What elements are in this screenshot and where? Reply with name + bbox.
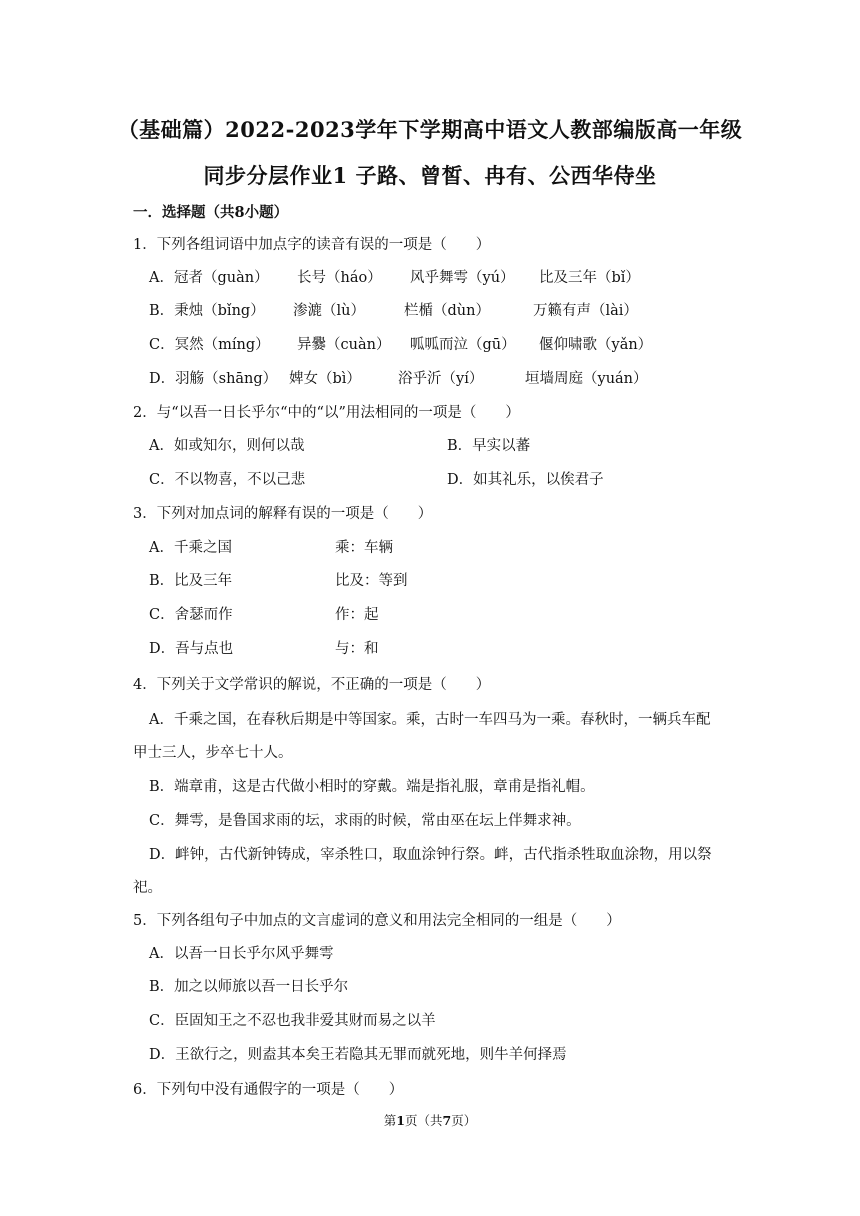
footer-mid: 页（共 bbox=[404, 1113, 443, 1128]
q4-option-b: B．端章甫，这是古代做小相时的穿戴。端是指礼服，章甫是指礼帽。 bbox=[149, 779, 595, 795]
q1-option-b-item-3: 栏楯（dùn） bbox=[404, 303, 490, 319]
q4-option-a-line-1: A．千乘之国，在春秋后期是中等国家。乘，古时一车四马为一乘。春秋时，一辆兵车配 bbox=[149, 712, 711, 728]
q4-option-d-line-2: 祀。 bbox=[133, 880, 162, 896]
question-4-stem: 4．下列关于文学常识的解说，不正确的一项是（ ） bbox=[133, 677, 491, 693]
q5-option-b: B．加之以师旅以吾一日长乎尔 bbox=[149, 979, 349, 995]
q1-option-d-item-2: 婢女（bì） bbox=[289, 371, 361, 387]
question-2-stem: 2．与“以吾一日长乎尔“中的“以”用法相同的一项是（ ） bbox=[133, 405, 520, 421]
q4-option-c: C．舞雩，是鲁国求雨的坛，求雨的时候，常由巫在坛上伴舞求神。 bbox=[149, 813, 581, 829]
page-footer bbox=[0, 1111, 860, 1129]
document-title-line-1: （基础篇）2022-2023学年下学期高中语文人教部编版高一年级 bbox=[117, 117, 743, 142]
q1-option-c-item-4: 偃仰啸歌（yǎn） bbox=[539, 337, 653, 353]
q1-option-c-item-3: 呱呱而泣（gū） bbox=[410, 337, 516, 353]
q4-option-a-line-2: 甲士三人，步卒七十人。 bbox=[133, 745, 293, 761]
q1-option-a-item-1: A．冠者（guàn） bbox=[149, 270, 269, 286]
q1-option-c-item-1: C．冥然（míng） bbox=[149, 337, 270, 353]
q1-option-b-item-4: 万籁有声（lài） bbox=[533, 303, 638, 319]
q2-option-a: A．如或知尔，则何以哉 bbox=[149, 438, 305, 454]
q3-option-a-gloss: 乘：车辆 bbox=[335, 540, 393, 556]
footer-prefix: 第 bbox=[383, 1113, 397, 1128]
q1-option-d-item-3: 浴乎沂（yí） bbox=[398, 371, 484, 387]
q3-option-d-term: D．吾与点也 bbox=[149, 641, 234, 657]
footer-page-number: 1 bbox=[396, 1113, 405, 1128]
question-6-stem: 6．下列句中没有通假字的一项是（ ） bbox=[133, 1082, 404, 1098]
q1-option-a-item-2: 长号（háo） bbox=[297, 270, 382, 286]
q3-option-b-term: B．比及三年 bbox=[149, 573, 233, 589]
q3-option-b-gloss: 比及：等到 bbox=[335, 573, 408, 589]
document-title-line-2: 同步分层作业1 子路、曾皙、冉有、公西华侍坐 bbox=[203, 163, 657, 188]
q1-option-b-item-1: B．秉烛（bǐng） bbox=[149, 303, 265, 319]
q1-option-c-item-2: 异爨（cuàn） bbox=[297, 337, 391, 353]
q1-option-a-item-3: 风乎舞雩（yú） bbox=[410, 270, 515, 286]
q5-option-d: D．王欲行之，则盍其本矣王若隐其无罪而就死地，则牛羊何择焉 bbox=[149, 1047, 567, 1063]
q3-option-a-term: A．千乘之国 bbox=[149, 540, 232, 556]
q1-option-d-item-1: D．羽觞（shāng） bbox=[149, 371, 278, 387]
q3-option-d-gloss: 与：和 bbox=[335, 641, 379, 657]
q2-option-c: C．不以物喜，不以己悲 bbox=[149, 472, 306, 488]
question-5-stem: 5．下列各组句子中加点的文言虚词的意义和用法完全相同的一组是（ ） bbox=[133, 913, 621, 929]
q5-option-c: C．臣固知王之不忍也我非爱其财而易之以羊 bbox=[149, 1013, 436, 1029]
section-heading: 一．选择题（共8小题） bbox=[133, 204, 289, 221]
q3-option-c-term: C．舍瑟而作 bbox=[149, 607, 233, 623]
question-1-stem: 1．下列各组词语中加点字的读音有误的一项是（ ） bbox=[133, 237, 491, 253]
q5-option-a: A．以吾一日长乎尔风乎舞雩 bbox=[149, 946, 334, 962]
q1-option-a-item-4: 比及三年（bǐ） bbox=[539, 270, 640, 286]
q2-option-b: B．早实以蕃 bbox=[447, 438, 531, 454]
footer-total-pages: 7 bbox=[442, 1113, 452, 1128]
q1-option-d-item-4: 垣墙周庭（yuán） bbox=[525, 371, 648, 387]
question-3-stem: 3．下列对加点词的解释有误的一项是（ ） bbox=[133, 506, 433, 522]
q3-option-c-gloss: 作：起 bbox=[335, 607, 379, 623]
q2-option-d: D．如其礼乐，以俟君子 bbox=[447, 472, 604, 488]
footer-suffix: 页） bbox=[451, 1113, 477, 1128]
q1-option-b-item-2: 渗漉（lù） bbox=[293, 303, 365, 319]
q4-option-d-line-1: D．衅钟，古代新钟铸成，宰杀牲口，取血涂钟行祭。衅，古代指杀牲取血涂物，用以祭 bbox=[149, 847, 712, 863]
